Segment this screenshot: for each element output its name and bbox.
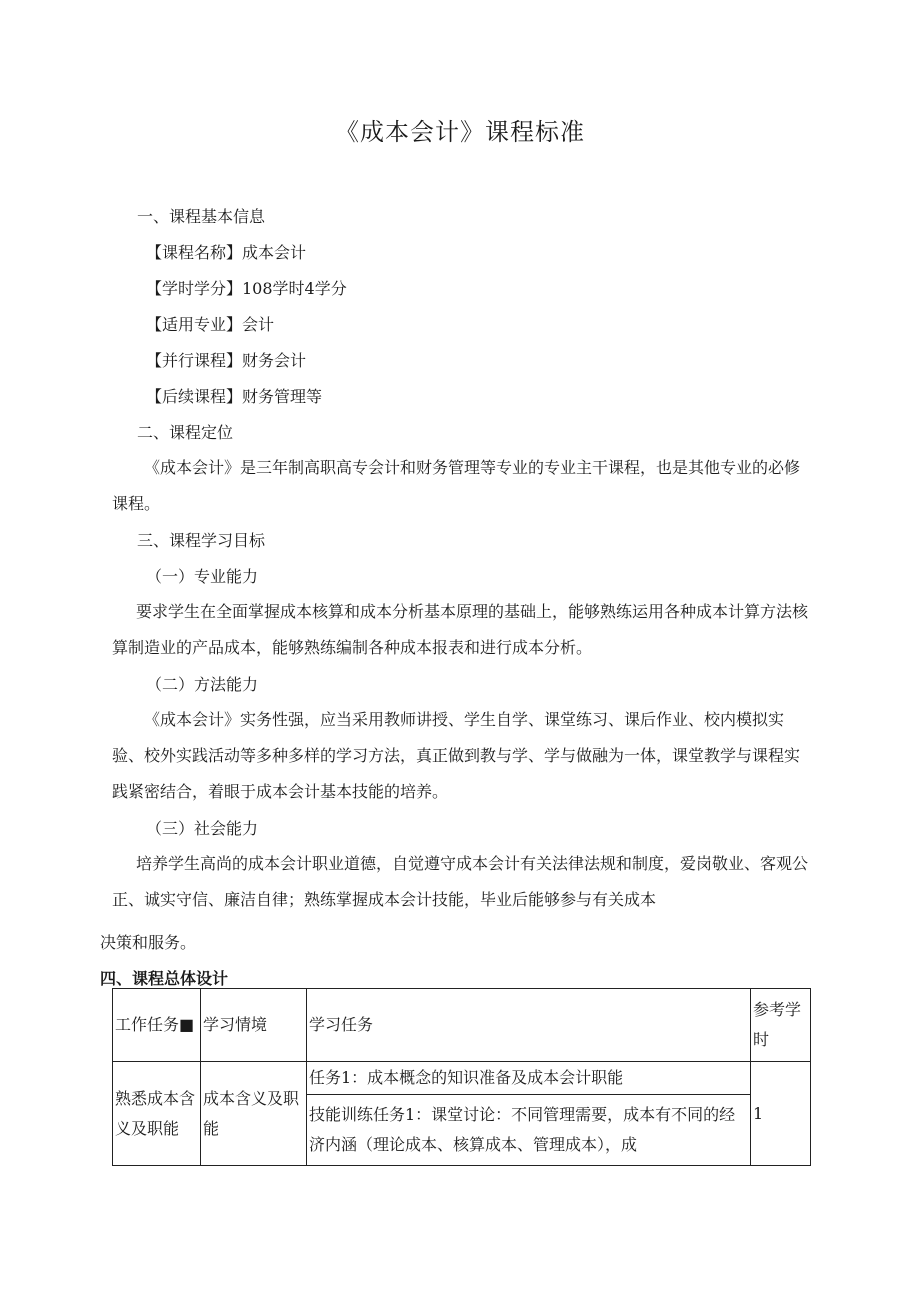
- page-title: 《成本会计》课程标准: [335, 118, 585, 146]
- subheading-method: （二）方法能力: [146, 675, 259, 694]
- info-major: 【适用专业】会计: [146, 315, 275, 334]
- section-heading-positioning: 二、课程定位: [137, 423, 234, 442]
- subheading-professional: （一）专业能力: [146, 567, 259, 586]
- info-hours-credits: 【学时学分】108学时4学分: [146, 279, 347, 298]
- social-paragraph-continued: 决策和服务。: [100, 933, 197, 952]
- positioning-paragraph: 《成本会计》是三年制高职高专会计和财务管理等专业的专业主干课程，也是其他专业的必修课程。: [112, 458, 801, 513]
- cell-work-task: 熟悉成本含义及职能: [113, 1062, 201, 1166]
- section-heading-overall-design: 四、课程总体设计: [100, 969, 229, 988]
- cell-task-2: 技能训练任务1：课堂讨论：不同管理需要，成本有不同的经济内涵（理论成本、核算成本、管理成本），成: [307, 1095, 751, 1166]
- subheading-social: （三）社会能力: [146, 819, 259, 838]
- cell-hours: 1: [751, 1062, 811, 1166]
- method-paragraph: 《成本会计》实务性强，应当采用教师讲授、学生自学、课堂练习、课后作业、校内模拟实验、校外实践活动等多种多样的学习方法，真正做到教与学、学与做融为一体，课堂教学与课程实践紧密结合，着眼于成本会计基本技能的培养。: [112, 710, 801, 801]
- table-header-row: [113, 989, 811, 1062]
- header-learning-situation: 学习情境: [201, 989, 307, 1062]
- header-work-task: 工作任务■: [113, 989, 201, 1062]
- info-following-course: 【后续课程】财务管理等: [146, 387, 323, 406]
- header-reference-hours: 参考学时: [751, 989, 811, 1062]
- info-parallel-course: 【并行课程】财务会计: [146, 351, 307, 370]
- social-paragraph: 培养学生高尚的成本会计职业道德，自觉遵守成本会计有关法律法规和制度，爱岗敬业、客观公正、诚实守信、廉洁自律；熟练掌握成本会计技能，毕业后能够参与有关成本: [112, 854, 809, 909]
- course-design-table: [112, 988, 811, 1166]
- cell-learning-situation: 成本含义及职能: [201, 1062, 307, 1166]
- professional-paragraph: 要求学生在全面掌握成本核算和成本分析基本原理的基础上，能够熟练运用各种成本计算方法核算制造业的产品成本，能够熟练编制各种成本报表和进行成本分析。: [112, 602, 809, 657]
- header-learning-task: 学习任务: [307, 989, 751, 1062]
- table-row: [113, 1062, 811, 1095]
- section-heading-objectives: 三、课程学习目标: [137, 531, 266, 550]
- section-heading-basic-info: 一、课程基本信息: [137, 207, 266, 226]
- cell-task-1: 任务1：成本概念的知识准备及成本会计职能: [307, 1062, 751, 1095]
- info-course-name: 【课程名称】成本会计: [146, 243, 307, 262]
